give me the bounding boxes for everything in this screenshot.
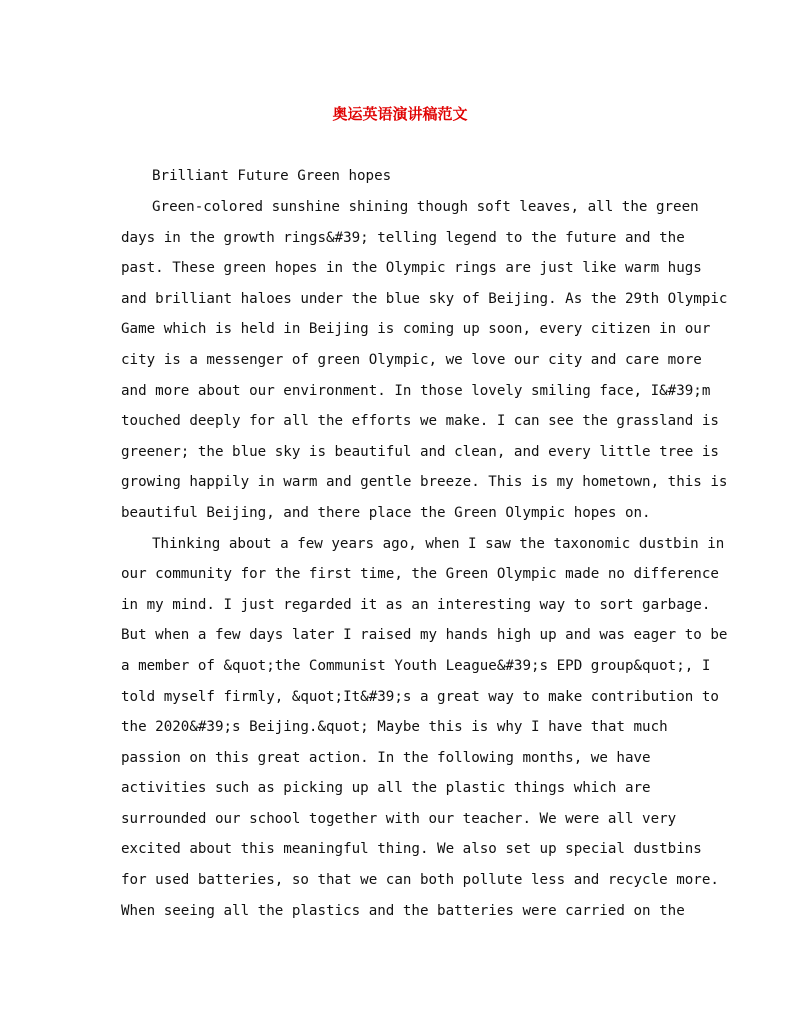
- page-title: 奥运英语演讲稿范文: [332, 105, 468, 123]
- text-line: greener; the blue sky is beautiful and clean, and every little tree is: [121, 444, 719, 460]
- text-line: the 2020&#39;s Beijing.&quot; Maybe this is why I have that much: [121, 719, 668, 735]
- text-line: growing happily in warm and gentle breeze. This is my hometown, this is: [121, 474, 728, 490]
- text-line: and more about our environment. In those lovely smiling face, I&#39;m: [121, 383, 711, 399]
- text-line: When seeing all the plastics and the batteries were carried on the: [121, 903, 685, 919]
- text-line: our community for the first time, the Green Olympic made no difference: [121, 566, 719, 582]
- text-line: passion on this great action. In the following months, we have: [121, 750, 651, 766]
- text-line: Game which is held in Beijing is coming up soon, every citizen in our: [121, 321, 711, 337]
- text-line: beautiful Beijing, and there place the Green Olympic hopes on.: [121, 505, 651, 521]
- text-line: and brilliant haloes under the blue sky of Beijing. As the 29th Olympic: [121, 291, 728, 307]
- text-line: surrounded our school together with our teacher. We were all very: [121, 811, 677, 827]
- text-line: a member of &quot;the Communist Youth League&#39;s EPD group&quot;, I: [121, 658, 711, 674]
- text-line: city is a messenger of green Olympic, we love our city and care more: [121, 352, 702, 368]
- text-line: told myself firmly, &quot;It&#39;s a great way to make contribution to: [121, 689, 719, 705]
- text-line: Thinking about a few years ago, when I saw the taxonomic dustbin in: [152, 536, 725, 552]
- text-line: Green-colored sunshine shining though soft leaves, all the green: [152, 199, 699, 215]
- text-line: But when a few days later I raised my hands high up and was eager to be: [121, 627, 728, 643]
- text-line: days in the growth rings&#39; telling legend to the future and the: [121, 230, 685, 246]
- text-line: touched deeply for all the efforts we make. I can see the grassland is: [121, 413, 719, 429]
- subtitle-line: Brilliant Future Green hopes: [152, 168, 392, 184]
- text-line: excited about this meaningful thing. We also set up special dustbins: [121, 841, 702, 857]
- text-line: in my mind. I just regarded it as an interesting way to sort garbage.: [121, 597, 711, 613]
- text-line: for used batteries, so that we can both pollute less and recycle more.: [121, 872, 719, 888]
- text-line: activities such as picking up all the plastic things which are: [121, 780, 651, 796]
- text-line: past. These green hopes in the Olympic rings are just like warm hugs: [121, 260, 702, 276]
